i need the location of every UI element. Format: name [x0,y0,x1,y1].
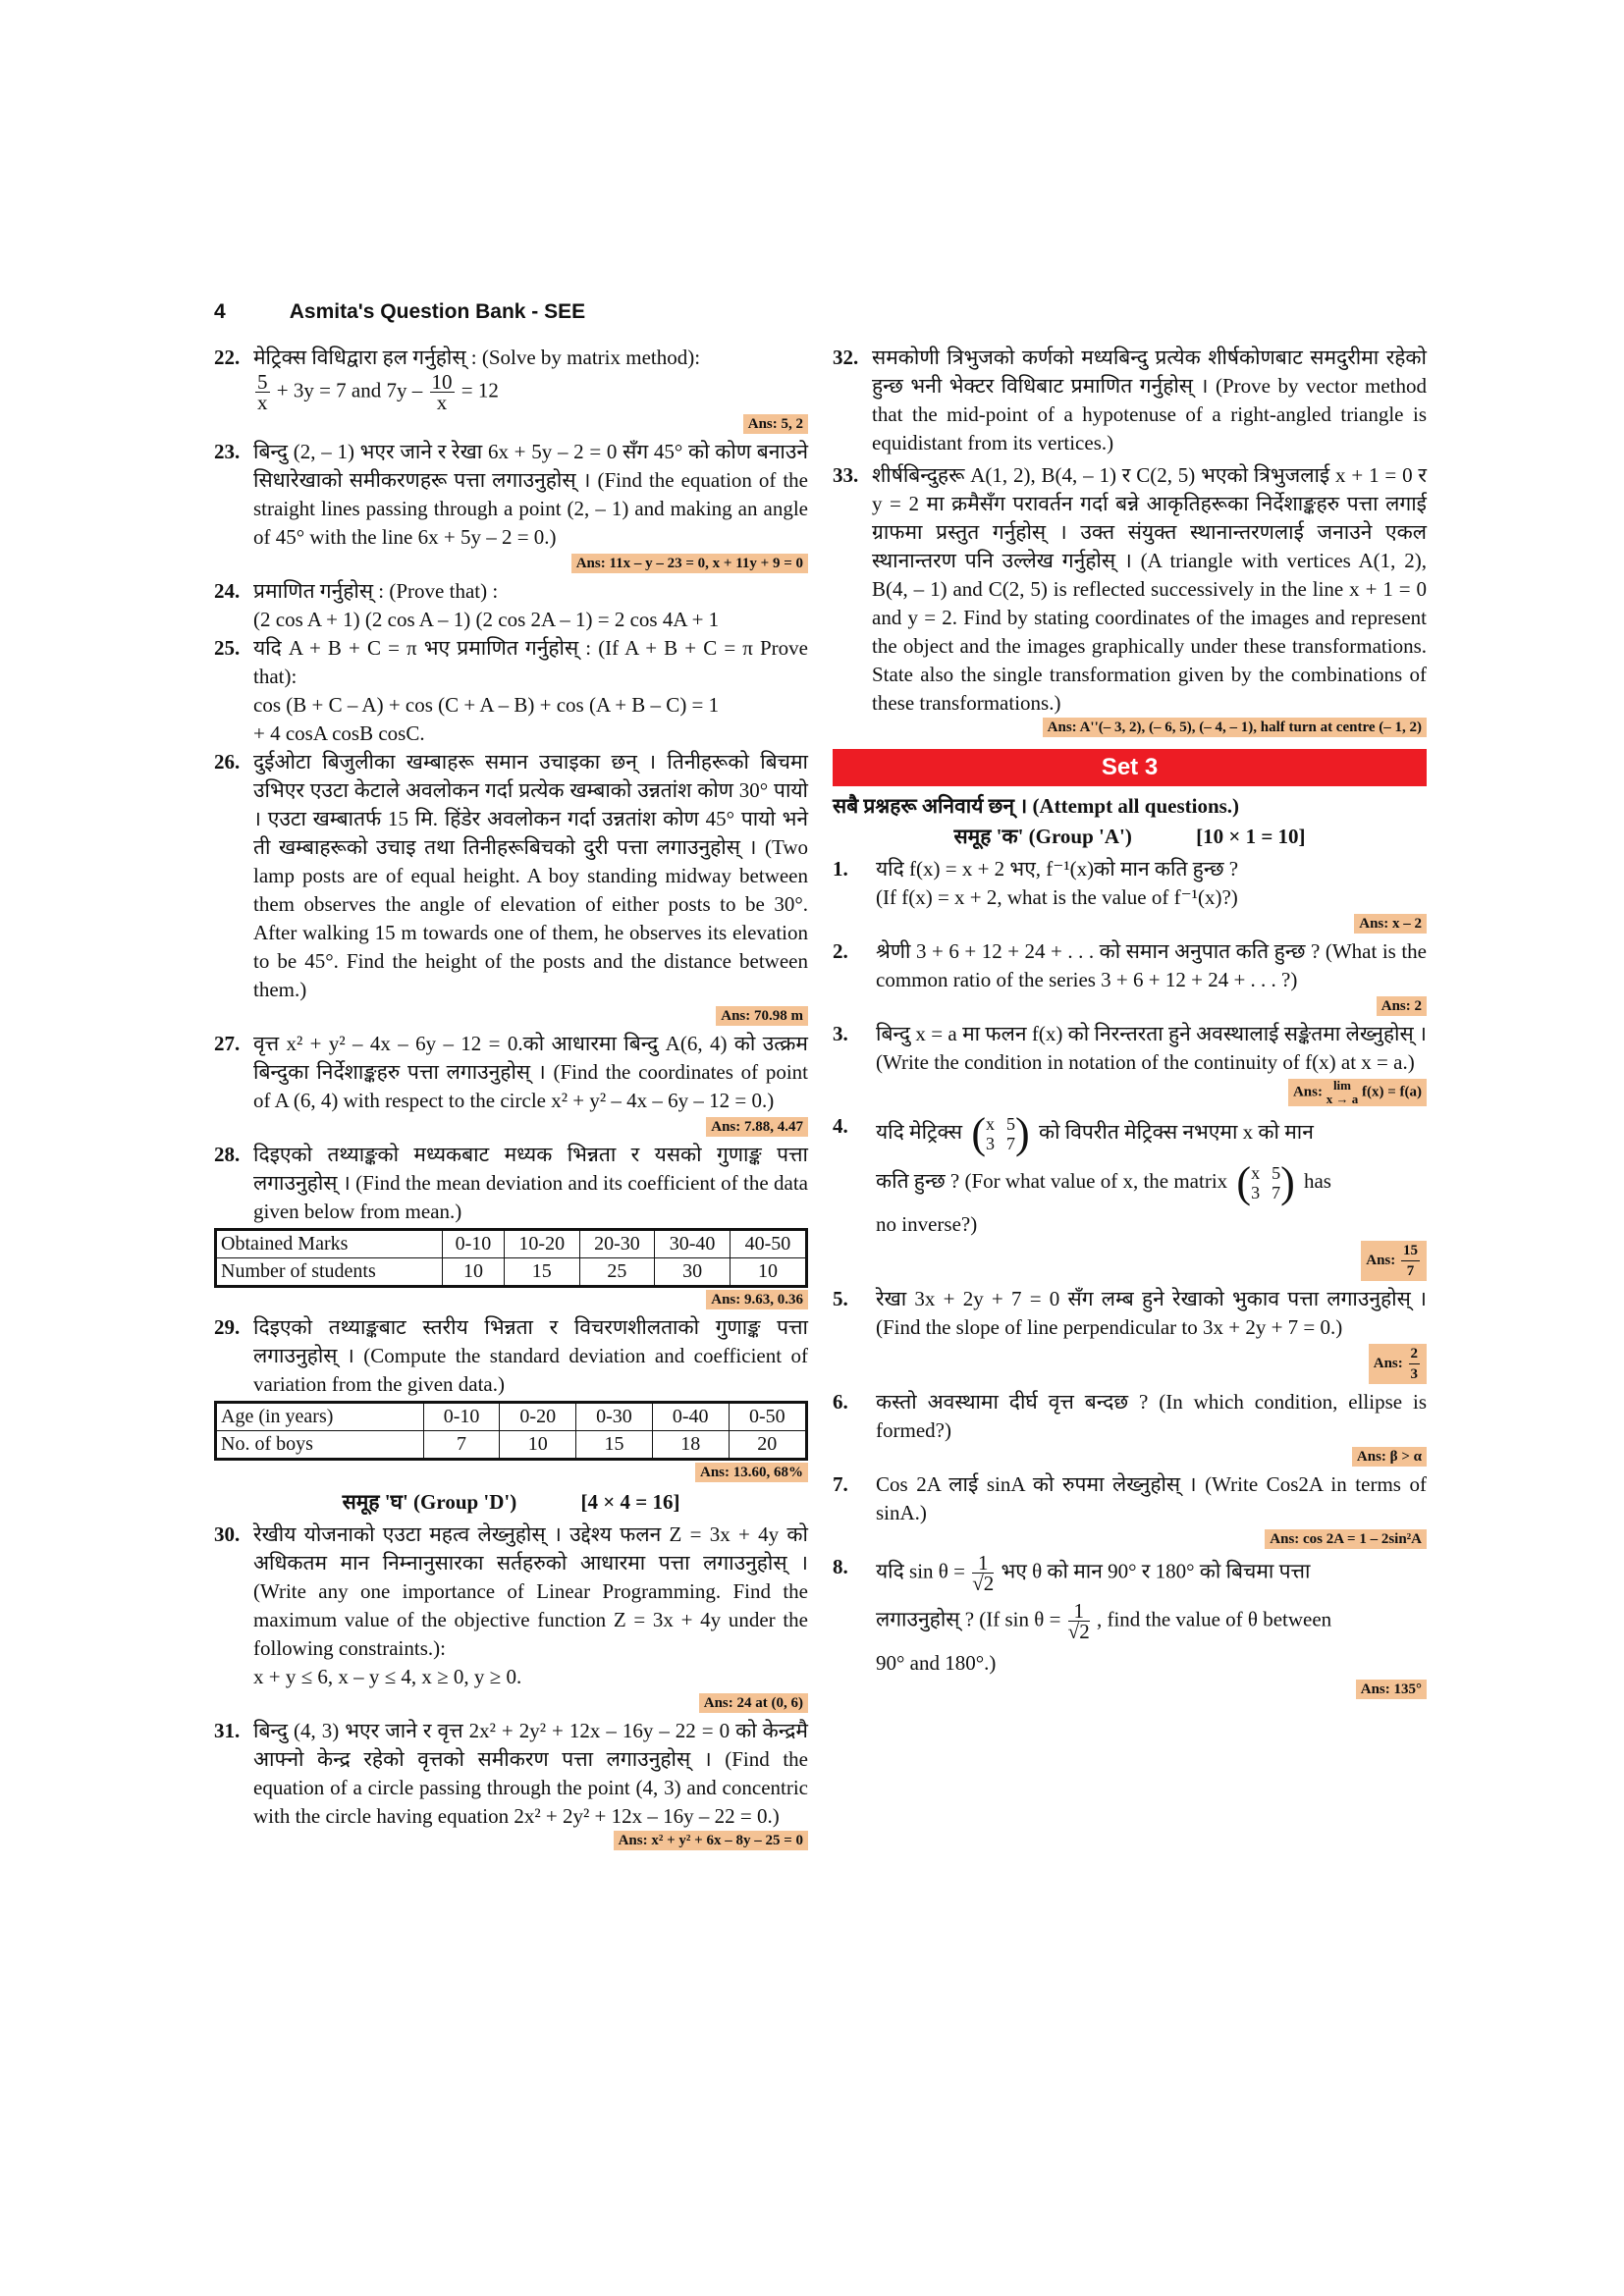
table-cell: 0-40 [652,1403,729,1431]
fraction [430,372,455,412]
equation: (2 cos A + 1) (2 cos A – 1) (2 cos 2A – 1) = 2 cos 4A + 1 [253,608,720,631]
matrix-bracket-left: ( [971,1109,987,1157]
question-number: 23. [214,440,241,463]
numerator: 15 [1401,1241,1420,1261]
table-cell: 30 [655,1258,731,1287]
question-number: 3. [833,1022,848,1045]
question-text: कस्तो अवस्थामा दीर्घ वृत्त बन्दछ ? (In which condition, ellipse is formed?) [876,1390,1427,1442]
matrix-bracket-left: ( [1236,1158,1252,1206]
table-cell: 0-30 [576,1403,653,1431]
group-a-heading [833,823,1427,851]
table-cell: 20-30 [579,1230,655,1258]
question-32 [833,344,1427,457]
question-31 [214,1717,808,1850]
question-26 [214,748,808,1026]
instructions: सबै प्रश्नहरू अनिवार्य छन् । (Attempt all questions.) [833,794,1240,818]
question-1 [833,855,1427,934]
question-text [876,1553,1427,1593]
page-header [214,300,585,324]
right-column [833,344,1427,1703]
question-text: दिइएको तथ्याङ्कबाट स्तरीय भिन्नता र विचरणशीलताको गुणाङ्क पत्ता लगाउनुहोस् । (Compute the standard deviation and coefficient of variation from the given data.) [253,1315,808,1396]
question-text: समकोणी त्रिभुजको कर्णको मध्यबिन्दु प्रत्येक शीर्षकोणबाट समदुरीमा रहेको हुन्छ भनी भेक्टर विधिबाट प्रमाणित गर्नुहोस् । (Prove by vector method that the mid-point of a hypotenuse of a right-angled triangle is equidistant from its vertices.) [872,346,1427,454]
question-number: 27. [214,1032,241,1055]
matrix-entry: 5 [1006,1114,1016,1134]
text-part: has [1303,1168,1331,1193]
text-part: , find the value of θ between [1096,1607,1332,1631]
denominator: x [257,391,268,414]
question-text: श्रेणी 3 + 6 + 12 + 24 + . . . को समान अनुपात कति हुन्छ ? (What is the common ratio of the series 3 + 6 + 12 + 24 + . . . ?) [876,939,1427,991]
denominator: 3 [1410,1366,1418,1382]
table-cell: 18 [652,1431,729,1460]
table-cell: 10 [443,1258,505,1287]
question-29 [214,1313,808,1399]
group-label: समूह 'घ' (Group 'D') [342,1490,517,1514]
table-cell: 0-10 [443,1230,505,1258]
question-3 [833,1020,1427,1106]
answer-badge: Ans: 24 at (0, 6) [699,1693,808,1713]
question-4 [833,1109,1427,1281]
question-30 [214,1521,808,1713]
fraction [1068,1601,1090,1641]
equation-part: = 12 [460,378,499,402]
limit-bottom: x → a [1326,1092,1359,1106]
table-cell: 15 [504,1258,579,1287]
numerator: 10 [431,370,453,394]
table-cell: 25 [579,1258,655,1287]
question-text: यदि f(x) = x + 2 भए, f⁻¹(x)को मान कति हुन्छ ? [876,857,1239,881]
age-table [214,1401,808,1461]
table-cell: 0-50 [729,1403,806,1431]
denominator: √2 [972,1572,995,1595]
text-part: को विपरीत मेट्रिक्स नभएमा x को मान [1038,1119,1314,1144]
text-part: कति हुन्छ ? (For what value of x, the matrix [876,1168,1228,1193]
table-cell: Number of students [216,1258,443,1287]
equation: x + y ≤ 6, x – y ≤ 4, x ≥ 0, y ≥ 0. [253,1665,522,1688]
table-cell: Obtained Marks [216,1230,443,1258]
question-28 [214,1141,808,1226]
table-cell: 20 [729,1431,806,1460]
table-row [216,1230,807,1258]
answer-badge: Ans: 5, 2 [743,414,808,434]
answer-badge [1369,1344,1427,1384]
question-2 [833,937,1427,1016]
text-part: यदि मेट्रिक्स [876,1119,963,1144]
table-cell: 7 [423,1431,500,1460]
text-part: भए θ को मान 90° र 180° को बिचमा पत्ता [1001,1559,1311,1583]
limit-top: lim [1332,1078,1351,1093]
answer-label: Ans: [1373,1355,1403,1371]
question-number: 32. [833,346,859,369]
matrix-entry: 3 [1251,1183,1261,1202]
question-22 [214,344,808,434]
question-text: बिन्दु x = a मा फलन f(x) को निरन्तरता हुने अवस्थालाई सङ्केतमा लेख्नुहोस् । (Write the condition in notation of the continuity of f(x) at x = a.) [876,1022,1427,1074]
answer-badge: Ans: 13.60, 68% [695,1463,808,1482]
question-text: दिइएको तथ्याङ्कको मध्यकबाट मध्यक भिन्नता र यसको गुणाङ्क पत्ता लगाउनुहोस् । (Find the mean deviation and its coefficient of the data given below from mean.) [253,1143,808,1223]
matrix [971,1109,1030,1157]
book-title: Asmita's Question Bank - SEE [289,300,586,323]
question-number: 26. [214,750,241,774]
question-text: बिन्दु (2, – 1) भएर जाने र रेखा 6x + 5y – 2 = 0 सँग 45° को कोण बनाउने सिधारेखाको समीकरणहरू पत्ता लगाउनुहोस् । (Find the equation of the straight lines passing through a point (2, – 1) and making an angle of 45° with the line 6x + 5y – 2 = 0.) [253,440,808,549]
set-3-banner: Set 3 [833,749,1427,786]
question-text: मेट्रिक्स विधिद्वारा हल गर्नुहोस् : (Solve by matrix method): [253,346,701,369]
table-row [216,1431,807,1460]
answer-badge: Ans: 70.98 m [716,1006,808,1026]
question-text: (If f(x) = x + 2, what is the value of f⁻¹(x)?) [876,885,1238,909]
answer-badge [1361,1241,1427,1281]
question-7 [833,1470,1427,1549]
question-text: वृत्त x² + y² – 4x – 6y – 12 = 0.को आधारमा बिन्दु A(6, 4) को उत्क्रम बिन्दुका निर्देशाङ्कहरु पत्ता लगाउनुहोस् । (Find the coordinates of point of A (6, 4) with respect to the circle x² + y² – 4x – 6y – 12 = 0.) [253,1032,808,1112]
question-number: 24. [214,579,241,603]
question-text: शीर्षबिन्दुहरू A(1, 2), B(4, – 1) र C(2, 5) भएको त्रिभुजलाई x + 1 = 0 र y = 2 मा क्रमैसँग परावर्तन गर्दा बन्ने आकृतिहरूका निर्देशाङ्कहरु पत्ता लगाई ग्राफमा प्रस्तुत गर्नुहोस् । उक्त संयुक्त स्थानान्तरणलाई जनाउने एकल स्थानान्तरण पनि उल्लेख गर्नुहोस् । (A triangle with vertices A(1, 2), B(4, – 1) and C(2, 5) is reflected successively in the line x + 1 = 0 and y = 2. Find by stating coordinates of the images and represent the object and the images graphically under these transformations. State also the single transformation given by the combinations of these transformations.) [872,463,1427,715]
question-number: 33. [833,463,859,487]
table-row [216,1403,807,1431]
question-33 [833,461,1427,737]
answer-badge: Ans: 7.88, 4.47 [706,1117,808,1137]
numerator: 1 [972,1553,994,1574]
question-number: 8. [833,1555,848,1578]
question-number: 6. [833,1390,848,1414]
question-number: 30. [214,1522,241,1546]
answer-badge: Ans: 9.63, 0.36 [706,1290,808,1309]
answer-value: f(x) = f(a) [1361,1084,1422,1100]
table-row [216,1258,807,1287]
table-cell: 40-50 [730,1230,806,1258]
question-number: 31. [214,1719,241,1742]
question-text: यदि A + B + C = π भए प्रमाणित गर्नुहोस् : (If A + B + C = π Prove that): [253,636,808,688]
group-marks: [4 × 4 = 16] [580,1490,680,1514]
question-5 [833,1285,1427,1384]
question-number: 2. [833,939,848,963]
fraction [1409,1344,1421,1384]
answer-badge [1288,1079,1427,1106]
table-cell: 10 [730,1258,806,1287]
left-column [214,344,808,1854]
table-cell: Age (in years) [216,1403,424,1431]
question-number: 4. [833,1114,848,1138]
answer-badge: Ans: x – 2 [1354,914,1427,934]
text-part: लगाउनुहोस् ? (If sin θ = [876,1607,1061,1631]
numerator: 2 [1409,1344,1421,1364]
denominator: √2 [1067,1620,1090,1643]
table-cell: 10-20 [504,1230,579,1258]
group-d-heading [214,1488,808,1517]
matrix-cells [1251,1163,1280,1202]
question-text: दुईओटा बिजुलीका खम्बाहरू समान उचाइका छन् । तिनीहरूको बिचमा उभिएर एउटा केटाले अवलोकन गर्दा प्रत्येक खम्बाको उन्नतांश कोण 30° पायो । एउटा खम्बातर्फ 15 मि. हिंडेर अवलोकन गर्दा उन्नतांश कोण 45° पायो भने ती खम्बाहरूको उचाइ तथा तिनीहरूबिचको दुरी पत्ता लगाउनुहोस् । (Two lamp posts are of equal height. A boy standing midway between them observes the angle of elevation of either posts to be 30°. After walking 15 m towards one of them, he observes its elevation to be 45°. Find the height of the posts and the distance between them.) [253,750,808,1001]
question-number: 29. [214,1315,241,1339]
question-27 [214,1030,808,1137]
question-number: 28. [214,1143,241,1166]
equation: cos (B + C – A) + cos (C + A – B) + cos (A + B – C) = 1 [253,693,720,717]
question-text: रेखा 3x + 2y + 7 = 0 सँग लम्ब हुने रेखाको भुकाव पत्ता लगाउनुहोस् । (Find the slope of line perpendicular to 3x + 2y + 7 = 0.) [876,1287,1427,1339]
table-cell: 10 [500,1431,576,1460]
question-text [876,1601,1427,1641]
answer-badge: Ans: A''(– 3, 2), (– 6, 5), (– 4, – 1), half turn at centre (– 1, 2) [1043,718,1427,737]
matrix [1236,1158,1295,1206]
group-label: समूह 'क' (Group 'A') [953,825,1132,848]
question-number: 1. [833,857,848,881]
table-cell: 30-40 [655,1230,731,1258]
table-cell: 15 [576,1431,653,1460]
matrix-bracket-right: ) [1280,1158,1295,1206]
answer-badge: Ans: 135° [1356,1680,1427,1699]
equation-part: + 3y = 7 and 7y – [276,378,423,402]
matrix-cells [986,1114,1015,1153]
question-6 [833,1388,1427,1467]
table-cell: No. of boys [216,1431,424,1460]
answer-badge: Ans: 11x – y – 23 = 0, x + 11y + 9 = 0 [571,554,808,573]
fraction [1401,1241,1420,1281]
question-number: 7. [833,1472,848,1496]
fraction [972,1553,994,1593]
text-part: यदि sin θ = [876,1559,965,1583]
answer-badge: Ans: β > α [1352,1447,1427,1467]
fraction [255,372,270,412]
answer-badge: Ans: x² + y² + 6x – 8y – 25 = 0 [614,1831,808,1850]
table-cell: 0-10 [423,1403,500,1431]
answer-label: Ans: [1292,1084,1323,1100]
question-text [876,1158,1427,1206]
matrix-entry: 7 [1272,1183,1281,1202]
matrix-bracket-right: ) [1015,1109,1030,1157]
question-text: 90° and 180°.) [876,1651,997,1675]
group-marks: [10 × 1 = 10] [1196,825,1306,848]
question-text: रेखीय योजनाको एउटा महत्व लेख्नुहोस् । उद्देश्य फलन Z = 3x + 4y को अधिकतम मान निम्नानुसारका सर्तहरुको आधारमा पत्ता लगाउनुहोस् । (Write any one importance of Linear Programming. Find the maximum value of the objective function Z = 3x + 4y under the following constraints.): [253,1522,808,1660]
answer-badge: Ans: cos 2A = 1 – 2sin²A [1265,1529,1427,1549]
question-number: 5. [833,1287,848,1310]
question-text: प्रमाणित गर्नुहोस् : (Prove that) : [253,579,499,603]
question-text: no inverse?) [876,1212,978,1236]
question-text [876,1109,1427,1157]
limit-symbol [1326,1079,1359,1106]
equation [253,372,808,412]
table-cell: 0-20 [500,1403,576,1431]
matrix-entry: 5 [1272,1163,1281,1183]
page-number: 4 [214,300,226,323]
denominator: 7 [1406,1263,1415,1279]
question-number: 25. [214,636,241,660]
question-8 [833,1553,1427,1699]
equation: + 4 cosA cosB cosC. [253,721,425,745]
marks-table [214,1228,808,1288]
matrix-entry: x [986,1114,996,1134]
answer-label: Ans: [1366,1252,1396,1268]
matrix-entry: 3 [986,1134,996,1153]
answer-badge: Ans: 2 [1377,996,1427,1016]
question-text: बिन्दु (4, 3) भएर जाने र वृत्त 2x² + 2y² + 12x – 16y – 22 = 0 को केन्द्रमै आफ्नो केन्द्र रहेको वृत्तको समीकरण पत्ता लगाउनुहोस् । (Find the equation of a circle passing through the point (4, 3) and concentric with the circle having equation 2x² + 2y² + 12x – 16y – 22 = 0.) [253,1719,808,1828]
question-text: Cos 2A लाई sinA को रुपमा लेख्नुहोस् । (Write Cos2A in terms of sinA.) [876,1472,1427,1524]
numerator: 5 [257,370,268,394]
matrix-entry: 7 [1006,1134,1016,1153]
question-25 [214,634,808,748]
question-23 [214,438,808,573]
numerator: 1 [1068,1601,1090,1622]
matrix-entry: x [1251,1163,1261,1183]
question-24 [214,577,808,634]
question-number: 22. [214,346,241,369]
denominator: x [436,391,448,414]
